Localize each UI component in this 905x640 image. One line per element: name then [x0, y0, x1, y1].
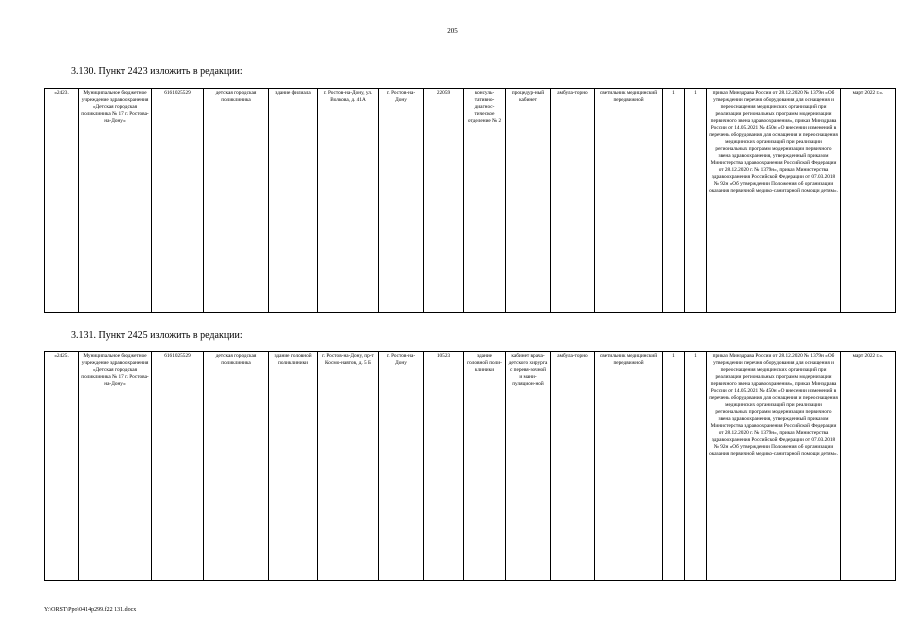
cell-room: процедур-ный кабинет	[506, 89, 551, 313]
cell-org-type: детская городская поликлиника	[204, 352, 269, 581]
cell-date: март 2022 г.».	[841, 352, 896, 581]
cell-code: 10523	[424, 352, 464, 581]
cell-number: «2425.	[45, 352, 79, 581]
cell-code: 22059	[424, 89, 464, 313]
table-row	[45, 352, 896, 581]
cell-department: консуль-тативно-диагнос-тическое отделение № 2	[464, 89, 506, 313]
cell-quantity-2: 1	[685, 352, 707, 581]
cell-building: здание головной поликлиники	[269, 352, 318, 581]
cell-inn: 6161025529	[152, 89, 204, 313]
cell-equipment: светильник медицинский передвижной	[595, 352, 663, 581]
section-heading-2423: 3.130. Пункт 2423 изложить в редакции:	[71, 66, 243, 77]
cell-equipment: светильник медицинский передвижной	[595, 89, 663, 313]
cell-organization: Муниципальное бюджетное учреждение здравоохранения «Детская городская поликлиника № 17 г. Ростова-на-Дону»	[79, 89, 152, 313]
amendment-table-2425	[44, 351, 896, 581]
cell-quantity-1: 1	[663, 352, 685, 581]
cell-city: г. Ростов-на-Дону	[379, 89, 424, 313]
cell-quantity-1: 1	[663, 89, 685, 313]
cell-legal-basis: приказ Минздрава России от 28.12.2020 № 1379н «Об утверждении перечня оборудования для оснащения и переоснащения медицинских организаций при реализации региональных программ модернизации первичного звена здравоохранения», приказ Минздрава России от 14.05.2021 № 450н «О внесении изменений в перечень оборудования для оснащения и переоснащения медицинских организаций при реализации региональных программ модернизации первичного звена здравоохранения, утвержденный приказом Министерства здравоохранения Российской Федерации от 28.12.2020 г. № 1379н», приказ Министерства здравоохранения Российской Федерации от 07.03.2018 № 92н «Об утверждении Положения об организации оказания первичной медико-санитарной помощи детям».	[707, 89, 841, 313]
footer-file-path: Y:\ORST\Ppo\0414p299.f22 131.docx	[44, 607, 137, 613]
section-heading-2425: 3.131. Пункт 2425 изложить в редакции:	[71, 330, 243, 341]
cell-building: здание филиала	[269, 89, 318, 313]
cell-legal-basis: приказ Минздрава России от 28.12.2020 № 1379н «Об утверждении перечня оборудования для оснащения и переоснащения медицинских организаций при реализации региональных программ модернизации первичного звена здравоохранения», приказ Минздрава России от 14.05.2021 № 450н «О внесении изменений в перечень оборудования для оснащения и переоснащения медицинских организаций при реализации региональных программ модернизации первичного звена здравоохранения, утвержденный приказом Министерства здравоохранения Российской Федерации от 28.12.2020 г. № 1379н», приказ Министерства здравоохранения Российской Федерации от 07.03.2018 № 92н «Об утверждении Положения об организации оказания первичной медико-санитарной помощи детям».	[707, 352, 841, 581]
cell-organization: Муниципальное бюджетное учреждение здравоохранения «Детская городская поликлиника № 17 г. Ростова-на-Дону»	[79, 352, 152, 581]
cell-org-type: детская городская поликлиника	[204, 89, 269, 313]
amendment-table-2423	[44, 88, 896, 313]
page-number: 205	[447, 27, 458, 35]
cell-address: г. Ростов-на-Дону, ул. Волкова, д. 41А	[318, 89, 379, 313]
cell-inn: 6161025529	[152, 352, 204, 581]
cell-care-form: амбула-торно	[551, 89, 595, 313]
cell-room: кабинет врача-детского хирурга с перевя-зочной и мани-пуляцион-ной	[506, 352, 551, 581]
cell-date: март 2022 г.».	[841, 89, 896, 313]
cell-number: «2423.	[45, 89, 79, 313]
cell-city: г. Ростов-на-Дону	[379, 352, 424, 581]
cell-quantity-2: 1	[685, 89, 707, 313]
cell-address: г. Ростов-на-Дону, пр-т Космо-навтов, д. 5 Б	[318, 352, 379, 581]
table-row	[45, 89, 896, 313]
cell-department: здание головной поли-клиники	[464, 352, 506, 581]
cell-care-form: амбула-торно	[551, 352, 595, 581]
